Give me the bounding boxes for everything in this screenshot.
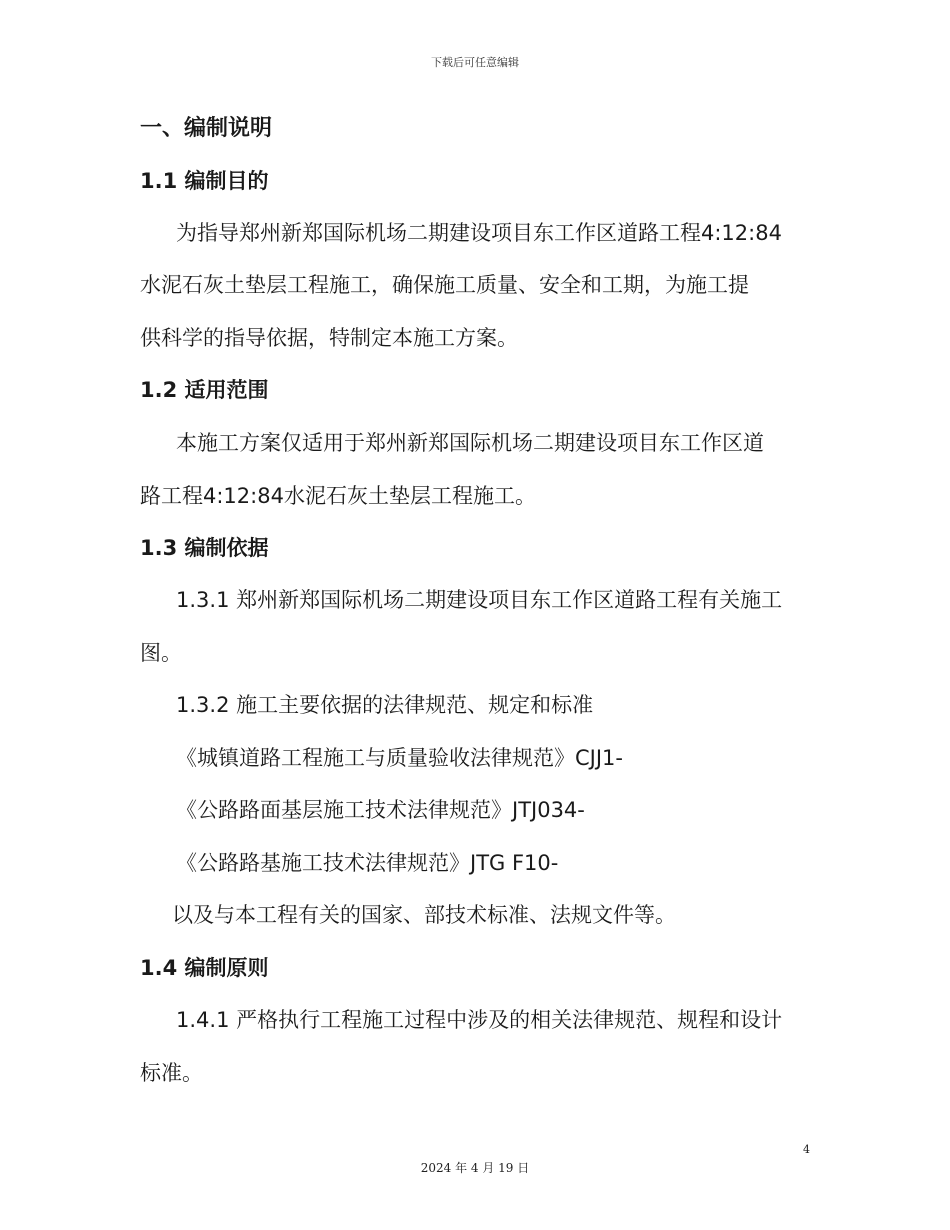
paragraph-line: 本施工方案仅适用于郑州新郑国际机场二期建设项目东工作区道 [176, 431, 764, 455]
reference-item: 《公路路基施工技术法律规范》JTG F10- [176, 851, 559, 875]
reference-item: 《公路路面基层施工技术法律规范》JTJ034- [176, 798, 585, 822]
section-1-3-title: 1.3 编制依据 [140, 536, 269, 560]
paragraph-line: 供科学的指导依据，特制定本施工方案。 [140, 326, 518, 350]
paragraph-line: 标准。 [140, 1061, 203, 1085]
paragraph-line: 1.4.1 严格执行工程施工过程中涉及的相关法律规范、规程和设计 [176, 1008, 783, 1032]
section-1-4-title: 1.4 编制原则 [140, 956, 269, 980]
footer-date: 2024 年 4 月 19 日 [420, 1161, 530, 1175]
page-header: 下载后可任意编辑 [431, 56, 519, 69]
paragraph-line: 为指导郑州新郑国际机场二期建设项目东工作区道路工程4:12:84 [176, 221, 782, 245]
paragraph-line: 图。 [140, 641, 182, 665]
page-number: 4 [803, 1143, 810, 1156]
paragraph-line: 水泥石灰土垫层工程施工，确保施工质量、安全和工期，为施工提 [140, 273, 749, 297]
section-1-title: 一、编制说明 [140, 116, 273, 141]
paragraph-line: 1.3.2 施工主要依据的法律规范、规定和标准 [176, 693, 594, 717]
paragraph-line: 以及与本工程有关的国家、部技术标准、法规文件等。 [172, 903, 676, 927]
reference-item: 《城镇道路工程施工与质量验收法律规范》CJJ1- [176, 746, 623, 770]
paragraph-line: 1.3.1 郑州新郑国际机场二期建设项目东工作区道路工程有关施工 [176, 588, 783, 612]
section-1-2-title: 1.2 适用范围 [140, 378, 269, 402]
paragraph-line: 路工程4:12:84水泥石灰土垫层工程施工。 [140, 484, 536, 508]
section-1-1-title: 1.1 编制目的 [140, 169, 269, 193]
